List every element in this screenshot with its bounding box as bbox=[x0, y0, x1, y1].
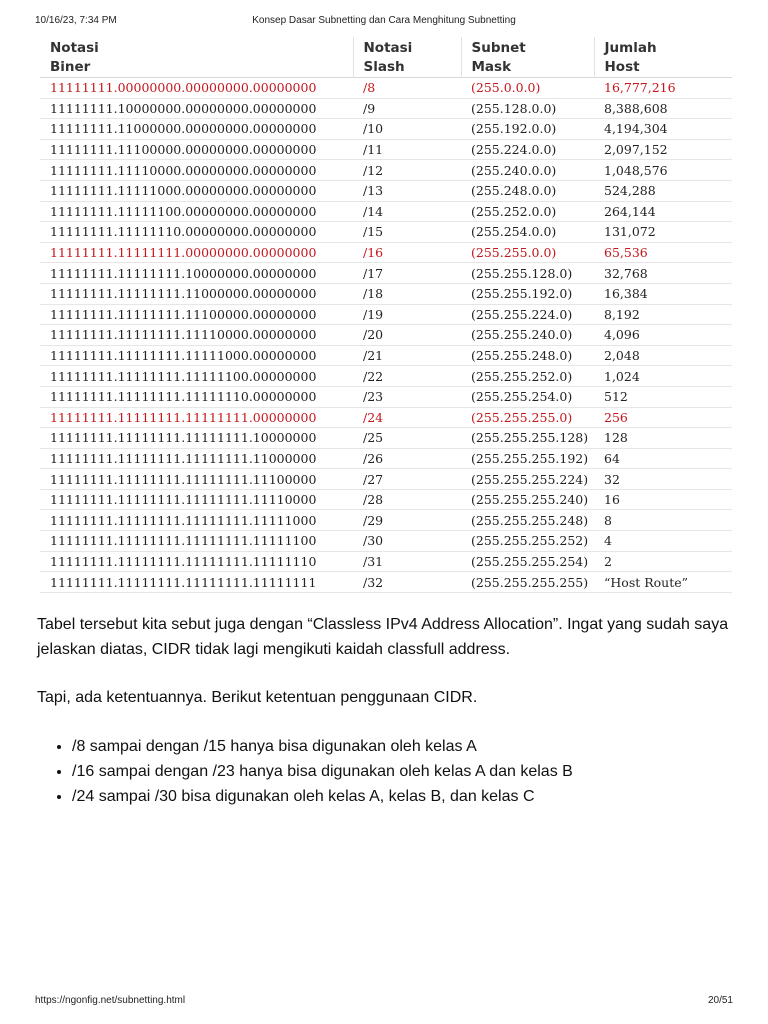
cell-notasi-biner: 11111111.11111111.10000000.00000000 bbox=[40, 263, 353, 284]
cell-subnet-mask: (255.0.0.0) bbox=[461, 78, 594, 99]
cell-subnet-mask: (255.255.255.252) bbox=[461, 531, 594, 552]
cell-notasi-slash: /12 bbox=[353, 160, 461, 181]
list-item: • /8 sampai dengan /15 hanya bisa digunakan oleh kelas A bbox=[72, 734, 768, 759]
cell-notasi-slash: /31 bbox=[353, 551, 461, 572]
cell-notasi-biner: 11111111.11111111.11111000.00000000 bbox=[40, 345, 353, 366]
cell-subnet-mask: (255.255.252.0) bbox=[461, 366, 594, 387]
cell-jumlah-host: 32 bbox=[594, 469, 732, 490]
cell-notasi-biner: 11111111.11111111.11111111.11111110 bbox=[40, 551, 353, 572]
table-row bbox=[40, 510, 732, 531]
header-line: Notasi bbox=[50, 40, 99, 56]
cell-jumlah-host: 16 bbox=[594, 489, 732, 510]
cell-notasi-slash: /25 bbox=[353, 428, 461, 449]
cell-notasi-slash: /19 bbox=[353, 304, 461, 325]
cell-notasi-biner: 11111111.10000000.00000000.00000000 bbox=[40, 98, 353, 119]
cell-notasi-biner: 11111111.11111000.00000000.00000000 bbox=[40, 180, 353, 201]
table-row bbox=[40, 242, 732, 263]
cell-notasi-biner: 11111111.11111111.11100000.00000000 bbox=[40, 304, 353, 325]
cell-subnet-mask: (255.128.0.0) bbox=[461, 98, 594, 119]
cell-notasi-biner: 11111111.11111111.11111111.11111100 bbox=[40, 531, 353, 552]
header-line: Subnet bbox=[471, 40, 526, 56]
cell-jumlah-host: 8,388,608 bbox=[594, 98, 732, 119]
cell-notasi-slash: /13 bbox=[353, 180, 461, 201]
cell-notasi-slash: /11 bbox=[353, 139, 461, 160]
cell-notasi-slash: /22 bbox=[353, 366, 461, 387]
cell-subnet-mask: (255.255.255.224) bbox=[461, 469, 594, 490]
cell-notasi-biner: 11111111.11111100.00000000.00000000 bbox=[40, 201, 353, 222]
table-row bbox=[40, 139, 732, 160]
header-line: Notasi bbox=[363, 40, 413, 56]
cell-subnet-mask: (255.255.192.0) bbox=[461, 283, 594, 304]
cell-jumlah-host: 264,144 bbox=[594, 201, 732, 222]
cell-jumlah-host: 2,097,152 bbox=[594, 139, 732, 160]
table-row bbox=[40, 345, 732, 366]
cell-notasi-slash: /28 bbox=[353, 489, 461, 510]
cell-notasi-slash: /21 bbox=[353, 345, 461, 366]
cell-notasi-slash: /14 bbox=[353, 201, 461, 222]
table-row bbox=[40, 448, 732, 469]
cell-jumlah-host: 2,048 bbox=[594, 345, 732, 366]
cell-notasi-slash: /26 bbox=[353, 448, 461, 469]
cidr-table-container bbox=[40, 37, 732, 593]
cidr-rules-list bbox=[37, 734, 768, 809]
cell-notasi-slash: /29 bbox=[353, 510, 461, 531]
cell-notasi-biner: 11111111.11111111.11110000.00000000 bbox=[40, 325, 353, 346]
cell-subnet-mask: (255.255.0.0) bbox=[461, 242, 594, 263]
cell-notasi-biner: 11111111.11111111.00000000.00000000 bbox=[40, 242, 353, 263]
table-row bbox=[40, 283, 732, 304]
cell-jumlah-host: 524,288 bbox=[594, 180, 732, 201]
cell-notasi-biner: 11111111.11110000.00000000.00000000 bbox=[40, 160, 353, 181]
cell-subnet-mask: (255.255.255.255) bbox=[461, 572, 594, 593]
cell-notasi-biner: 11111111.11111111.11000000.00000000 bbox=[40, 283, 353, 304]
cell-jumlah-host: 8 bbox=[594, 510, 732, 531]
table-row bbox=[40, 98, 732, 119]
cell-jumlah-host: 4,096 bbox=[594, 325, 732, 346]
cell-jumlah-host: 512 bbox=[594, 386, 732, 407]
header-subnet-mask bbox=[461, 37, 594, 78]
cell-subnet-mask: (255.254.0.0) bbox=[461, 222, 594, 243]
print-header bbox=[35, 15, 733, 29]
header-jumlah-host bbox=[594, 37, 732, 78]
cell-notasi-biner: 11111111.11111111.11111111.11111111 bbox=[40, 572, 353, 593]
cell-notasi-slash: /15 bbox=[353, 222, 461, 243]
header-line: Jumlah bbox=[604, 40, 657, 56]
cell-jumlah-host: 131,072 bbox=[594, 222, 732, 243]
table-row bbox=[40, 428, 732, 449]
cell-notasi-slash: /23 bbox=[353, 386, 461, 407]
cell-notasi-biner: 11111111.11111111.11111111.11100000 bbox=[40, 469, 353, 490]
cell-jumlah-host: 64 bbox=[594, 448, 732, 469]
cell-notasi-biner: 11111111.11100000.00000000.00000000 bbox=[40, 139, 353, 160]
table-row bbox=[40, 551, 732, 572]
header-line: Host bbox=[604, 59, 640, 75]
cell-jumlah-host: 16,384 bbox=[594, 283, 732, 304]
cell-notasi-biner: 11111111.11111111.11111111.11111000 bbox=[40, 510, 353, 531]
cell-jumlah-host: 1,024 bbox=[594, 366, 732, 387]
cell-jumlah-host: 4 bbox=[594, 531, 732, 552]
cell-jumlah-host: 65,536 bbox=[594, 242, 732, 263]
cell-subnet-mask: (255.255.248.0) bbox=[461, 345, 594, 366]
table-row bbox=[40, 469, 732, 490]
cell-subnet-mask: (255.255.128.0) bbox=[461, 263, 594, 284]
header-line: Slash bbox=[363, 59, 405, 75]
cell-notasi-slash: /16 bbox=[353, 242, 461, 263]
cell-jumlah-host: “Host Route” bbox=[594, 572, 732, 593]
cell-subnet-mask: (255.255.255.240) bbox=[461, 489, 594, 510]
cell-subnet-mask: (255.192.0.0) bbox=[461, 119, 594, 140]
cell-notasi-slash: /17 bbox=[353, 263, 461, 284]
cell-notasi-slash: /32 bbox=[353, 572, 461, 593]
cidr-table bbox=[40, 37, 732, 593]
table-row bbox=[40, 489, 732, 510]
cell-notasi-slash: /10 bbox=[353, 119, 461, 140]
cell-notasi-biner: 11111111.11111111.11111111.10000000 bbox=[40, 428, 353, 449]
table-row bbox=[40, 325, 732, 346]
table-row bbox=[40, 531, 732, 552]
table-row bbox=[40, 78, 732, 99]
cell-notasi-biner: 11111111.11111111.11111111.11110000 bbox=[40, 489, 353, 510]
print-page-title: Konsep Dasar Subnetting dan Cara Menghitung Subnetting bbox=[252, 15, 516, 26]
cell-subnet-mask: (255.255.224.0) bbox=[461, 304, 594, 325]
cell-jumlah-host: 16,777,216 bbox=[594, 78, 732, 99]
cell-notasi-slash: /18 bbox=[353, 283, 461, 304]
cell-subnet-mask: (255.255.255.248) bbox=[461, 510, 594, 531]
cell-subnet-mask: (255.255.255.0) bbox=[461, 407, 594, 428]
print-datetime: 10/16/23, 7:34 PM bbox=[35, 15, 117, 26]
print-page-number: 20/51 bbox=[707, 995, 733, 1006]
cell-jumlah-host: 2 bbox=[594, 551, 732, 572]
table-row bbox=[40, 304, 732, 325]
print-url: https://ngonfig.net/subnetting.html bbox=[35, 995, 186, 1006]
list-item: • /16 sampai dengan /23 hanya bisa digunakan oleh kelas A dan kelas B bbox=[72, 759, 768, 784]
table-row bbox=[40, 160, 732, 181]
table-row bbox=[40, 407, 732, 428]
paragraph-classless: Tabel tersebut kita sebut juga dengan “Classless IPv4 Address Allocation”. Ingat yang sudah saya jelaskan diatas, CIDR tidak lagi mengikuti kaidah classfull address. bbox=[37, 616, 729, 658]
header-notasi-biner bbox=[40, 37, 353, 78]
cell-notasi-biner: 11111111.11111111.11111110.00000000 bbox=[40, 386, 353, 407]
cell-notasi-slash: /9 bbox=[353, 98, 461, 119]
cell-jumlah-host: 8,192 bbox=[594, 304, 732, 325]
paragraph-ketentuan: Tapi, ada ketentuannya. Berikut ketentuan penggunaan CIDR. bbox=[37, 689, 478, 706]
cell-notasi-biner: 11111111.11111111.11111111.11000000 bbox=[40, 448, 353, 469]
header-notasi-slash bbox=[353, 37, 461, 78]
cell-subnet-mask: (255.240.0.0) bbox=[461, 160, 594, 181]
cell-notasi-biner: 11111111.11111111.11111100.00000000 bbox=[40, 366, 353, 387]
cell-jumlah-host: 1,048,576 bbox=[594, 160, 732, 181]
header-line: Mask bbox=[471, 59, 512, 75]
cell-subnet-mask: (255.255.255.128) bbox=[461, 428, 594, 449]
cell-subnet-mask: (255.255.240.0) bbox=[461, 325, 594, 346]
cell-subnet-mask: (255.255.255.192) bbox=[461, 448, 594, 469]
header-line: Biner bbox=[50, 59, 91, 75]
cell-notasi-biner: 11111111.11111110.00000000.00000000 bbox=[40, 222, 353, 243]
cell-subnet-mask: (255.248.0.0) bbox=[461, 180, 594, 201]
cell-subnet-mask: (255.255.254.0) bbox=[461, 386, 594, 407]
cell-subnet-mask: (255.224.0.0) bbox=[461, 139, 594, 160]
cell-subnet-mask: (255.252.0.0) bbox=[461, 201, 594, 222]
cell-notasi-slash: /20 bbox=[353, 325, 461, 346]
table-row bbox=[40, 119, 732, 140]
cell-jumlah-host: 256 bbox=[594, 407, 732, 428]
cell-jumlah-host: 128 bbox=[594, 428, 732, 449]
print-footer bbox=[35, 995, 733, 1009]
cell-jumlah-host: 4,194,304 bbox=[594, 119, 732, 140]
cell-notasi-slash: /24 bbox=[353, 407, 461, 428]
cell-notasi-biner: 11111111.11000000.00000000.00000000 bbox=[40, 119, 353, 140]
cell-jumlah-host: 32,768 bbox=[594, 263, 732, 284]
cell-notasi-slash: /8 bbox=[353, 78, 461, 99]
table-row bbox=[40, 201, 732, 222]
table-row bbox=[40, 222, 732, 243]
table-row bbox=[40, 572, 732, 593]
cell-notasi-biner: 11111111.00000000.00000000.00000000 bbox=[40, 78, 353, 99]
cell-notasi-biner: 11111111.11111111.11111111.00000000 bbox=[40, 407, 353, 428]
table-row bbox=[40, 386, 732, 407]
cell-notasi-slash: /30 bbox=[353, 531, 461, 552]
table-body bbox=[40, 78, 732, 593]
cell-subnet-mask: (255.255.255.254) bbox=[461, 551, 594, 572]
table-row bbox=[40, 366, 732, 387]
table-header-row bbox=[40, 37, 732, 78]
table-row bbox=[40, 263, 732, 284]
cell-notasi-slash: /27 bbox=[353, 469, 461, 490]
list-item: • /24 sampai /30 bisa digunakan oleh kelas A, kelas B, dan kelas C bbox=[72, 784, 768, 809]
table-row bbox=[40, 180, 732, 201]
